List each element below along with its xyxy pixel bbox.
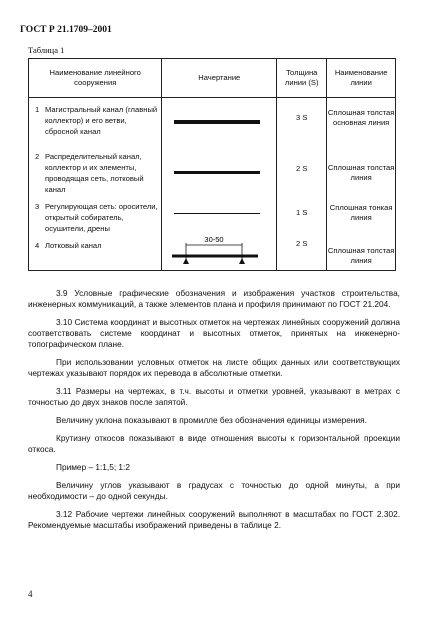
col-header-name: Наименование линейного сооружения — [29, 59, 162, 98]
gutter-channel-symbol — [162, 234, 274, 270]
paragraph-3-9: 3.9 Условные графические обозначения и изображения участков строительства, инженерных коммуникаций, а также элементов плана и профиля принимают по ГОСТ 21.204. — [28, 288, 400, 309]
row-name: Лотковый канал — [45, 240, 102, 250]
paragraph-3-11: 3.11 Размеры на чертежах, в т.ч. высоты и отметки уровней, указывают в метрах с точностью до двух знаков после запятой. — [28, 386, 400, 407]
paragraph-3-10: 3.10 Система координат и высотных отметок на чертежах линейных сооружений должна соответствовать системе координат и высотных отметок, принятых на инженерно-топографическом плане. — [28, 317, 400, 349]
paragraph-example: Пример – 1:1,5; 1:2 — [56, 462, 130, 472]
col-header-drawing: Начертание — [162, 59, 277, 98]
table-row — [29, 98, 396, 145]
row-thickness: 2 S — [296, 163, 308, 173]
row-thickness: 3 S — [296, 113, 308, 122]
row-number: 4 — [35, 240, 40, 250]
col-header-line-type: Наименование линии — [327, 59, 396, 98]
table-row — [29, 195, 396, 234]
row-number: 2 — [35, 151, 40, 161]
row-name: Регулирующая сеть: оросители, открытый собиратель, осушители, дрены — [45, 201, 158, 233]
paragraph-conditional-marks: При использовании условных отметок на листе общих данных или соответствующих чертежах указывают порядок их перевода в абсолютные отметки. — [28, 357, 400, 378]
row-name: Распределительный канал, коллектор и их элементы, проводящая сеть, лотковый канал — [45, 151, 144, 194]
table-header-row — [29, 59, 396, 98]
body-text — [28, 288, 400, 538]
paragraph-angles: Величину углов указывают в градусах с точностью до одной минуты, а при необходимости – до одной секунды. — [28, 480, 400, 501]
paragraph-3-12: 3.12 Рабочие чертежи линейных сооружений выполняют в масштабах по ГОСТ 2.302. Рекомендуемые масштабы изображений приведены в таблице 2. — [28, 509, 400, 530]
row-line-type: Сплошная толстая линия — [327, 162, 395, 182]
row-name: Магистральный канал (главный коллектор) и его ветви, сбросной канал — [45, 105, 158, 136]
row-thickness: 2 S — [296, 238, 308, 248]
table-row — [29, 145, 396, 195]
line-sample-1s — [174, 213, 260, 214]
row-line-type: Сплошная толстая основная линия — [327, 108, 395, 127]
row-line-type: Сплошная тонкая линия — [329, 202, 393, 222]
line-sample-3s — [174, 120, 260, 124]
paragraph-embankment: Крутизну откосов показывают в виде отношения высоты к горизонтальной проекции откоса. — [28, 433, 400, 454]
document-header: ГОСТ Р 21.1709–2001 — [20, 25, 112, 35]
table-row — [29, 234, 396, 271]
col-header-thickness: Толщина линии (S) — [277, 59, 327, 98]
row-number: 1 — [35, 105, 40, 114]
row-line-type: Сплошная толстая линия — [327, 245, 395, 265]
line-sample-2s — [174, 171, 260, 174]
line-structures-table — [28, 58, 396, 271]
row-number: 3 — [35, 201, 40, 211]
paragraph-slope: Величину уклона показывают в промилле без обозначения единицы измерения. — [56, 415, 367, 425]
dimension-label: 30-50 — [204, 234, 225, 244]
page-number: 4 — [28, 589, 33, 599]
row-thickness: 1 S — [296, 207, 308, 217]
table-caption: Таблица 1 — [28, 45, 65, 55]
